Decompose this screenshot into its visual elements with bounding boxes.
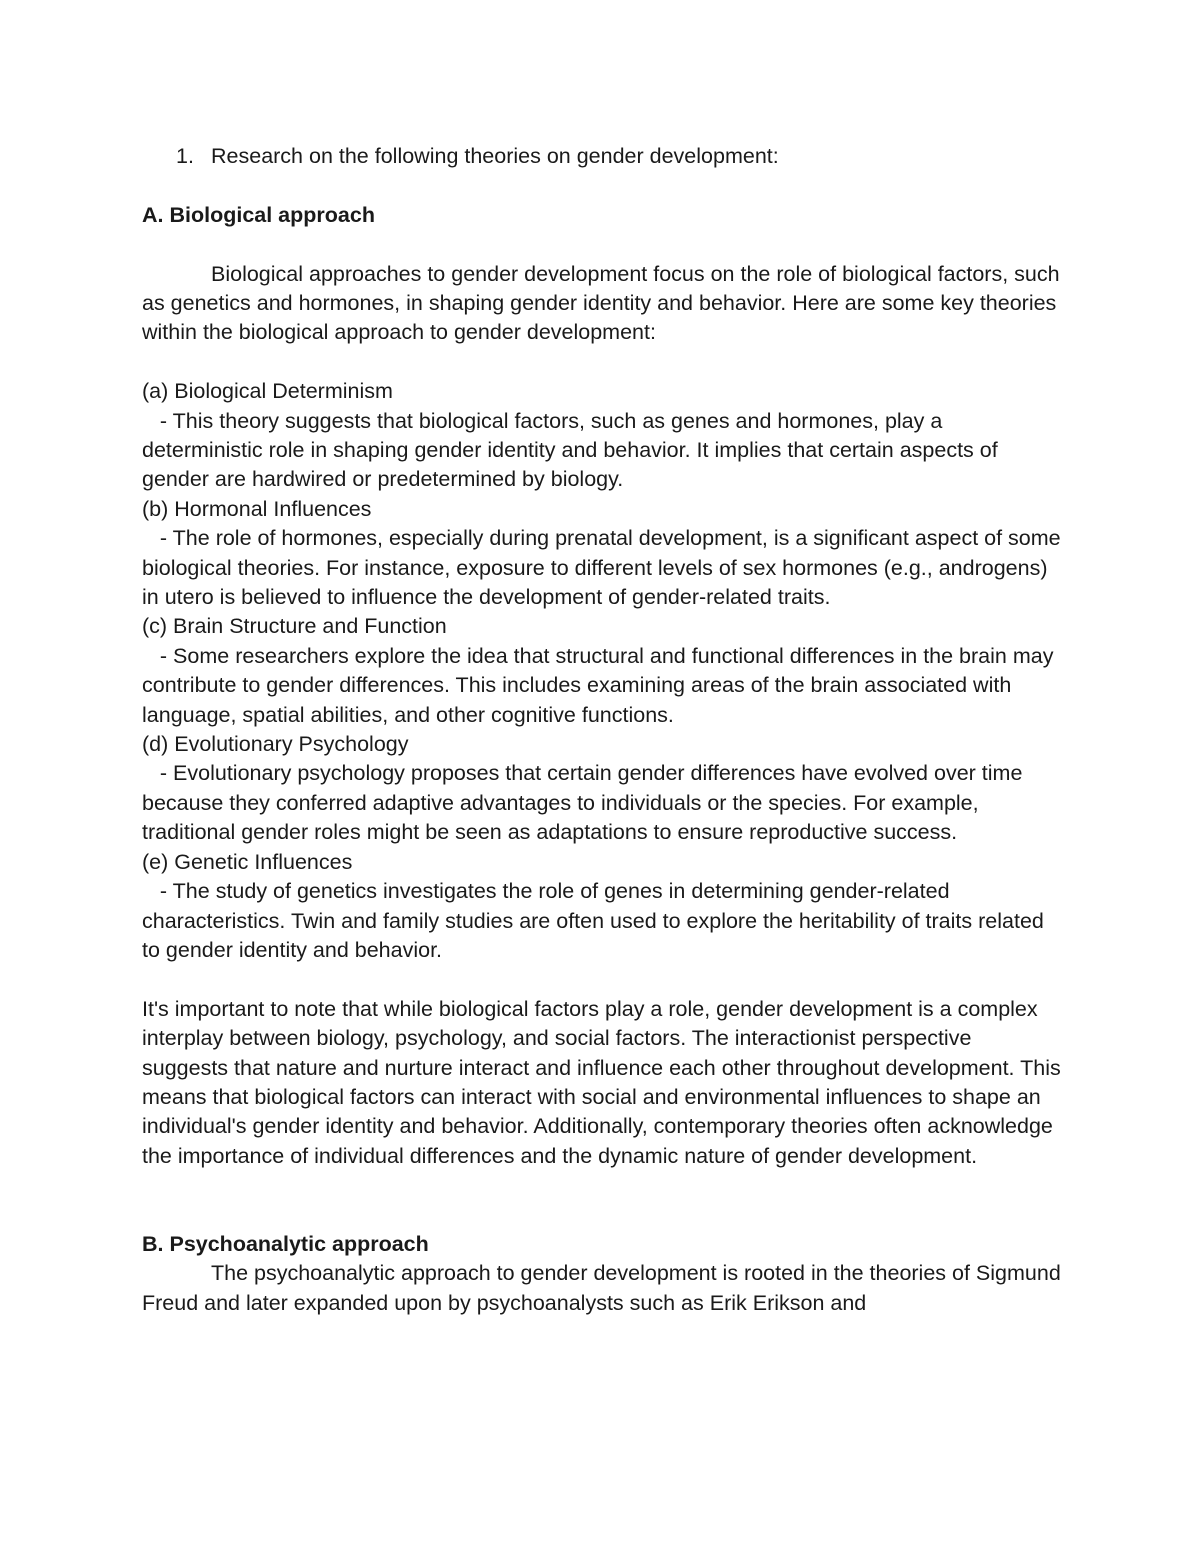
spacer bbox=[142, 230, 1062, 259]
theory-title: (a) Biological Determinism bbox=[142, 379, 393, 404]
spacer bbox=[142, 965, 1062, 994]
spacer bbox=[142, 1171, 1062, 1200]
theory-title: (c) Brain Structure and Function bbox=[142, 614, 447, 639]
section-b-intro: The psychoanalytic approach to gender development is rooted in the theories of Sigmund Freud and later expanded upon by psychoanalysts such as Erik Erikson and bbox=[142, 1261, 1061, 1315]
section-a-heading: A. Biological approach bbox=[142, 202, 375, 227]
spacer bbox=[142, 171, 1062, 200]
theory-description-text: - This theory suggests that biological factors, such as genes and hormones, play a deterministic role in shaping gender identity and behavior. It implies that certain aspects of gender are hardwired or predetermined by biology. bbox=[142, 408, 998, 492]
theory-description-text: - Evolutionary psychology proposes that certain gender differences have evolved over time because they conferred adaptive advantages to individuals or the species. For example, traditional gender roles might be seen as adaptations to ensure reproductive success. bbox=[142, 761, 1023, 845]
numbered-item-1 bbox=[142, 142, 1062, 171]
theory-description-text: - The role of hormones, especially during prenatal development, is a significant aspect of some biological theories. For instance, exposure to different levels of sex hormones (e.g., androgens) in utero is believed to influence the development of gender-related traits. bbox=[142, 526, 1061, 610]
section-a-conclusion: It's important to note that while biological factors play a role, gender development is a complex interplay between biology, psychology, and social factors. The interactionist perspective suggests that nature and nurture interact and influence each other throughout development. This means that biological factors can interact with social and environmental influences to shape an individual's gender identity and behavior. Additionally, contemporary theories often acknowledge the importance of individual differences and the dynamic nature of gender development. bbox=[142, 996, 1061, 1168]
theory-description bbox=[142, 524, 1062, 612]
theory-title: (b) Hormonal Influences bbox=[142, 496, 372, 521]
list-number: 1. bbox=[176, 144, 194, 168]
theory-title: (e) Genetic Influences bbox=[142, 849, 353, 874]
document-page bbox=[142, 142, 1062, 1318]
spacer bbox=[142, 1201, 1062, 1230]
section-b-heading: B. Psychoanalytic approach bbox=[142, 1231, 429, 1256]
theory-description bbox=[142, 759, 1062, 847]
theory-description bbox=[142, 407, 1062, 495]
theory-description bbox=[142, 642, 1062, 730]
theory-description-text: - The study of genetics investigates the role of genes in determining gender-related characteristics. Twin and family studies are often used to explore the heritability of traits related to gender identity and behavior. bbox=[142, 879, 1044, 962]
theory-title: (d) Evolutionary Psychology bbox=[142, 732, 409, 757]
list-item-text: Research on the following theories on gender development: bbox=[211, 144, 779, 168]
theory-description-text: - Some researchers explore the idea that structural and functional differences in the brain may contribute to gender differences. This includes examining areas of the brain associated with language, spatial abilities, and other cognitive functions. bbox=[142, 643, 1054, 727]
theory-list bbox=[142, 377, 1062, 965]
section-a-intro: Biological approaches to gender development focus on the role of biological factors, such as genetics and hormones, in shaping gender identity and behavior. Here are some key theories within the biological approach to gender development: bbox=[142, 261, 1060, 345]
theory-description bbox=[142, 877, 1062, 965]
spacer bbox=[142, 348, 1062, 377]
